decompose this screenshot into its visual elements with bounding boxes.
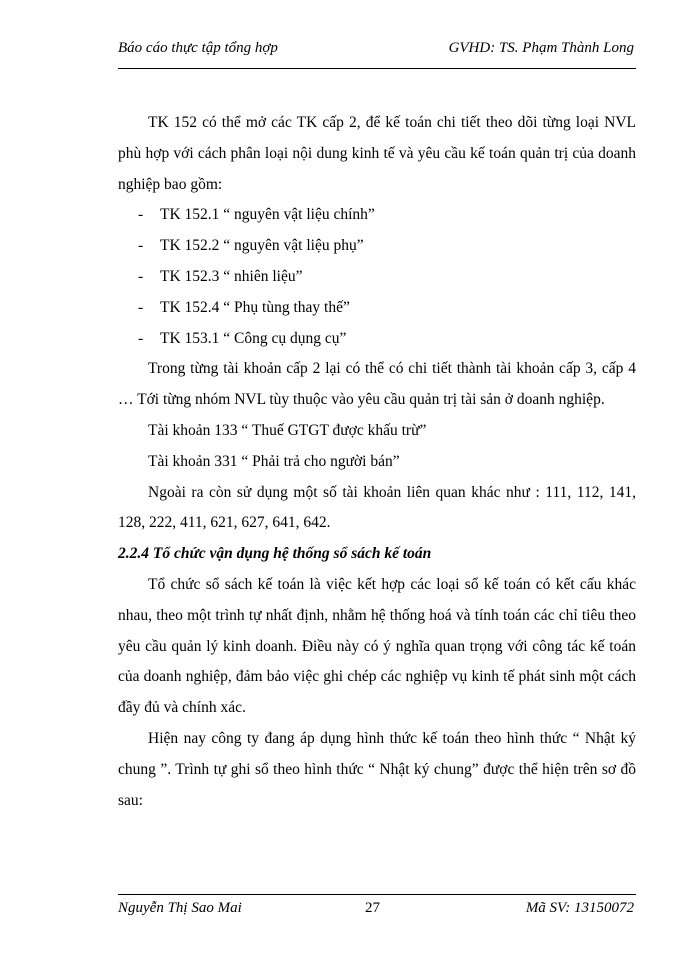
- list-item: [118, 324, 636, 355]
- list-marker: -: [138, 298, 144, 316]
- footer-student-id: Mã SV: 13150072: [525, 900, 634, 916]
- list-marker: -: [138, 329, 144, 347]
- account-133-line: Tài khoản 133 “ Thuế GTGT được khấu trừ”: [148, 421, 427, 439]
- list-item: [118, 293, 636, 324]
- list-item-text: TK 152.2 “ nguyên vật liệu phụ”: [160, 237, 364, 255]
- header-report-title: Báo cáo thực tập tổng hợp: [118, 40, 278, 56]
- other-accounts-paragraph: Ngoài ra còn sử dụng một số tài khoản liên quan khác như : 111, 112, 141, 128, 222, 411, 621, 627, 641, 642.: [118, 483, 636, 532]
- sub-account-paragraph: Trong từng tài khoản cấp 2 lại có thể có chi tiết thành tài khoản cấp 3, cấp 4 … Tới từng nhóm NVL tùy thuộc vào yêu cầu quản trị tài sản ở doanh nghiệp.: [118, 360, 636, 409]
- list-item-text: TK 153.1 “ Công cụ dụng cụ”: [160, 329, 347, 347]
- page-footer: [118, 900, 636, 922]
- page-header: [118, 40, 634, 62]
- account-331-line: Tài khoản 331 “ Phải trả cho người bán”: [148, 452, 400, 470]
- list-item-text: TK 152.4 “ Phụ tùng thay thế”: [160, 298, 350, 316]
- footer-author: Nguyễn Thị Sao Mai: [118, 900, 242, 916]
- header-divider: [118, 68, 636, 69]
- bookkeeping-paragraph: Tổ chức sổ sách kế toán là việc kết hợp các loại sổ kế toán có kết cấu khác nhau, theo một trình tự nhất định, nhằm hệ thống hoá và tính toán các chỉ tiêu theo yêu cầu quản lý kinh doanh. Điều này có ý nghĩa quan trọng với công tác kế toán của doanh nghiệp, đảm bảo việc ghi chép các nghiệp vụ kinh tế phát sinh một cách đầy đủ và chính xác.: [118, 575, 636, 717]
- footer-divider: [118, 894, 636, 895]
- list-item: [118, 262, 636, 293]
- list-item-text: TK 152.1 “ nguyên vật liệu chính”: [160, 206, 375, 224]
- list-marker: -: [138, 206, 144, 224]
- list-item: [118, 200, 636, 231]
- header-supervisor: GVHD: TS. Phạm Thành Long: [448, 40, 634, 56]
- current-form-paragraph: Hiện nay công ty đang áp dụng hình thức kế toán theo hình thức “ Nhật ký chung ”. Trình tự ghi sổ theo hình thức “ Nhật ký chung” được thể hiện trên sơ đồ sau:: [118, 729, 636, 809]
- section-heading: 2.2.4 Tổ chức vận dụng hệ thống sổ sách kế toán: [118, 545, 432, 563]
- list-marker: -: [138, 267, 144, 285]
- document-body: [118, 108, 636, 816]
- intro-paragraph: TK 152 có thể mở các TK cấp 2, để kế toán chi tiết theo dõi từng loại NVL phù hợp với cách phân loại nội dung kinh tế và yêu cầu kế toán quản trị của doanh nghiệp bao gồm:: [118, 114, 636, 193]
- account-list: [118, 200, 636, 354]
- page-number: 27: [365, 900, 380, 916]
- list-item-text: TK 152.3 “ nhiên liệu”: [160, 267, 303, 285]
- list-item: [118, 231, 636, 262]
- list-marker: -: [138, 237, 144, 255]
